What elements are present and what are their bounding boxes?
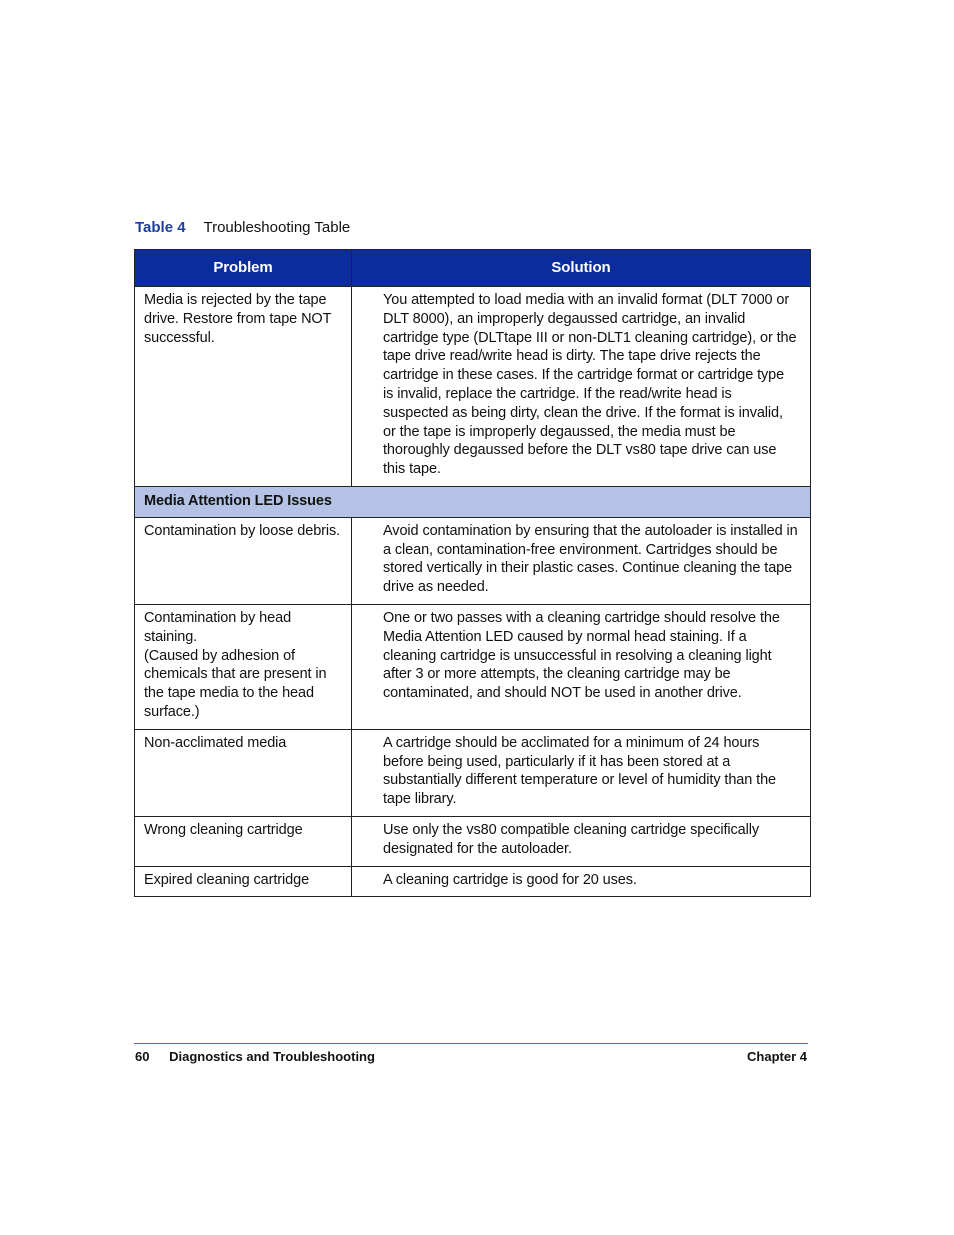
table-number: Table 4 xyxy=(135,219,186,236)
section-header-row xyxy=(135,486,811,517)
table-row xyxy=(135,866,811,897)
footer-divider xyxy=(134,1043,808,1044)
solution-cell: A cleaning cartridge is good for 20 uses. xyxy=(352,866,811,897)
solution-cell: Avoid contamination by ensuring that the autoloader is installed in a clean, contamination-free environment. Cartridges should be stored vertically in their plastic cases. Continue cleaning the tape drive as needed. xyxy=(352,517,811,604)
solution-cell: A cartridge should be acclimated for a minimum of 24 hours before being used, particularly if it has been stored at a substantially different temperature or level of humidity than the tape library. xyxy=(352,729,811,816)
table-row xyxy=(135,816,811,866)
section-title: Media Attention LED Issues xyxy=(135,486,811,517)
table-caption xyxy=(135,218,350,238)
footer-section-title: Diagnostics and Troubleshooting xyxy=(169,1049,375,1064)
table-row xyxy=(135,604,811,729)
column-header-solution: Solution xyxy=(352,250,811,287)
problem-cell: Expired cleaning cartridge xyxy=(135,866,352,897)
solution-cell: Use only the vs80 compatible cleaning cartridge specifically designated for the autoloader. xyxy=(352,816,811,866)
table-row xyxy=(135,517,811,604)
column-header-problem: Problem xyxy=(135,250,352,287)
problem-cell: Contamination by loose debris. xyxy=(135,517,352,604)
table-title: Troubleshooting Table xyxy=(203,219,351,236)
table-row xyxy=(135,729,811,816)
footer-chapter: Chapter 4 xyxy=(747,1049,807,1064)
solution-cell: You attempted to load media with an invalid format (DLT 7000 or DLT 8000), an improperly degaussed cartridge, an invalid cartridge type (DLTtape III or non-DLT1 cleaning cartridge), or the tape drive read/write head is dirty. The tape drive rejects the cartridge in these cases. If the cartridge format or cartridge type is invalid, replace the cartridge. If the read/write head is suspected as being dirty, clean the drive. If the format is invalid, or the tape is improperly degaussed, the media must be thoroughly degaussed before the DLT vs80 tape drive can use this tape. xyxy=(352,287,811,487)
troubleshooting-table xyxy=(134,249,811,897)
solution-cell: One or two passes with a cleaning cartridge should resolve the Media Attention LED caused by normal head staining. If a cleaning cartridge is unsuccessful in resolving a cleaning light after 3 or more attempts, the cleaning cartridge may be contaminated, and should NOT be used in another drive. xyxy=(352,604,811,729)
problem-cell: Wrong cleaning cartridge xyxy=(135,816,352,866)
footer-left xyxy=(135,1048,375,1066)
problem-note: (Caused by adhesion of chemicals that are present in the tape media to the head surface.) xyxy=(144,647,327,720)
table-header-row xyxy=(135,250,811,287)
problem-cell xyxy=(135,604,352,729)
problem-cell: Media is rejected by the tape drive. Restore from tape NOT successful. xyxy=(135,287,352,487)
table-row xyxy=(135,287,811,487)
page-number: 60 xyxy=(135,1049,150,1064)
problem-cell: Non-acclimated media xyxy=(135,729,352,816)
problem-text: Contamination by head staining. xyxy=(144,609,292,645)
